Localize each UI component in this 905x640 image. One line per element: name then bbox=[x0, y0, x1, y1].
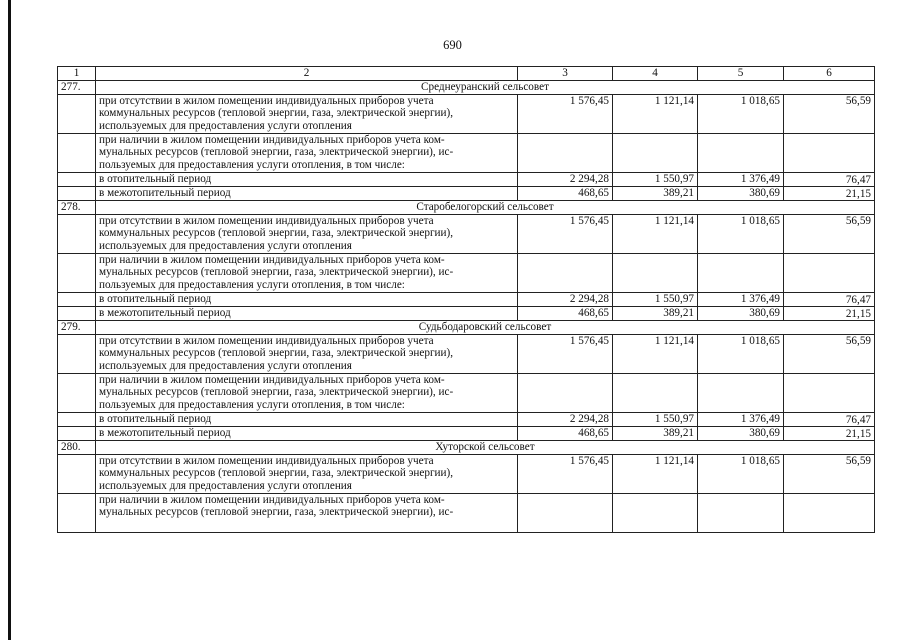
value-cell-v4: 1 121,14 bbox=[613, 215, 698, 254]
value-cell-v3 bbox=[518, 254, 613, 293]
description-line: коммунальных ресурсов (тепловой энергии, газа, электрической энергии), bbox=[99, 347, 454, 360]
description-line: мунальных ресурсов (тепловой энергии, газа, электрической энергии), ис- bbox=[99, 386, 454, 399]
header-cell: 4 bbox=[613, 67, 698, 81]
description-line: мунальных ресурсов (тепловой энергии, газа, электрической энергии), ис- bbox=[99, 506, 454, 519]
description-line: используемых для предоставления услуги отопления bbox=[99, 239, 352, 252]
number-cell bbox=[58, 413, 96, 427]
value-cell-v3: 2 294,28 bbox=[518, 293, 613, 307]
value-cell-v5: 1 018,65 bbox=[698, 95, 784, 134]
number-cell bbox=[58, 173, 96, 187]
section-name: Хуторской сельсовет bbox=[96, 441, 875, 455]
number-cell bbox=[58, 134, 96, 173]
section-row bbox=[58, 81, 875, 95]
table-row bbox=[58, 134, 875, 173]
description-line: используемых для предоставления услуги отопления bbox=[99, 119, 352, 132]
section-number: 279. bbox=[58, 321, 96, 335]
number-cell bbox=[58, 494, 96, 533]
description-cell bbox=[96, 173, 518, 187]
value-cell-v3 bbox=[518, 134, 613, 173]
description-line: в межотопительный период bbox=[99, 307, 231, 319]
value-cell-v4: 389,21 bbox=[613, 427, 698, 441]
number-cell bbox=[58, 215, 96, 254]
value-cell-v5 bbox=[698, 254, 784, 293]
description-cell bbox=[96, 134, 518, 173]
value-cell-v4: 1 121,14 bbox=[613, 95, 698, 134]
value-cell-v4 bbox=[613, 134, 698, 173]
section-row bbox=[58, 441, 875, 455]
description-line: при наличии в жилом помещении индивидуальных приборов учета ком- bbox=[99, 494, 445, 506]
value-cell-v4: 1 121,14 bbox=[613, 335, 698, 374]
description-line: пользуемых для предоставления услуги отопления, в том числе: bbox=[99, 158, 405, 171]
table-row bbox=[58, 215, 875, 254]
description-line: пользуемых для предоставления услуги отопления, в том числе: bbox=[99, 398, 405, 411]
table-row bbox=[58, 95, 875, 134]
value-cell-v3: 1 576,45 bbox=[518, 215, 613, 254]
value-cell-v6: 76,47 bbox=[784, 413, 875, 427]
description-cell bbox=[96, 374, 518, 413]
table-row bbox=[58, 335, 875, 374]
value-cell-v6: 56,59 bbox=[784, 455, 875, 494]
table-row bbox=[58, 187, 875, 201]
description-line: мунальных ресурсов (тепловой энергии, газа, электрической энергии), ис- bbox=[99, 146, 454, 159]
number-cell bbox=[58, 427, 96, 441]
tariff-table bbox=[57, 66, 875, 533]
section-number: 278. bbox=[58, 201, 96, 215]
value-cell-v5: 1 376,49 bbox=[698, 293, 784, 307]
description-line: мунальных ресурсов (тепловой энергии, газа, электрической энергии), ис- bbox=[99, 266, 454, 279]
number-cell bbox=[58, 335, 96, 374]
value-cell-v6 bbox=[784, 254, 875, 293]
table-row bbox=[58, 413, 875, 427]
description-line: при отсутствии в жилом помещении индивидуальных приборов учета bbox=[99, 215, 434, 227]
description-line: пользуемых для предоставления услуги отопления, в том числе: bbox=[99, 278, 405, 291]
value-cell-v3 bbox=[518, 494, 613, 533]
value-cell-v3 bbox=[518, 374, 613, 413]
table-row bbox=[58, 455, 875, 494]
description-cell bbox=[96, 455, 518, 494]
header-cell: 1 bbox=[58, 67, 96, 81]
description-line: в отопительный период bbox=[99, 413, 212, 425]
value-cell-v4 bbox=[613, 254, 698, 293]
value-cell-v6 bbox=[784, 494, 875, 533]
value-cell-v6 bbox=[784, 134, 875, 173]
value-cell-v5 bbox=[698, 494, 784, 533]
value-cell-v4: 389,21 bbox=[613, 187, 698, 201]
value-cell-v4: 1 550,97 bbox=[613, 173, 698, 187]
description-line: при наличии в жилом помещении индивидуальных приборов учета ком- bbox=[99, 134, 445, 146]
description-line: при отсутствии в жилом помещении индивидуальных приборов учета bbox=[99, 455, 434, 467]
value-cell-v4: 1 550,97 bbox=[613, 413, 698, 427]
description-line: в межотопительный период bbox=[99, 427, 231, 439]
description-line: в отопительный период bbox=[99, 173, 212, 185]
number-cell bbox=[58, 95, 96, 134]
table-row bbox=[58, 374, 875, 413]
table-row bbox=[58, 173, 875, 187]
description-cell bbox=[96, 215, 518, 254]
section-number: 280. bbox=[58, 441, 96, 455]
value-cell-v4 bbox=[613, 494, 698, 533]
description-cell bbox=[96, 307, 518, 321]
description-line: при наличии в жилом помещении индивидуальных приборов учета ком- bbox=[99, 374, 445, 386]
number-cell bbox=[58, 374, 96, 413]
header-cell: 5 bbox=[698, 67, 784, 81]
value-cell-v5: 380,69 bbox=[698, 187, 784, 201]
table-row bbox=[58, 307, 875, 321]
description-cell bbox=[96, 95, 518, 134]
value-cell-v5: 1 018,65 bbox=[698, 455, 784, 494]
value-cell-v5: 1 018,65 bbox=[698, 215, 784, 254]
header-cell: 6 bbox=[784, 67, 875, 81]
table-row bbox=[58, 254, 875, 293]
value-cell-v5: 1 376,49 bbox=[698, 413, 784, 427]
page-edge-bar bbox=[8, 0, 11, 640]
value-cell-v3: 1 576,45 bbox=[518, 335, 613, 374]
description-line: в межотопительный период bbox=[99, 187, 231, 199]
number-cell bbox=[58, 455, 96, 494]
table-row bbox=[58, 293, 875, 307]
value-cell-v5 bbox=[698, 134, 784, 173]
description-cell bbox=[96, 413, 518, 427]
description-cell bbox=[96, 187, 518, 201]
value-cell-v3: 2 294,28 bbox=[518, 173, 613, 187]
table-row bbox=[58, 494, 875, 533]
value-cell-v5: 1 018,65 bbox=[698, 335, 784, 374]
description-line: коммунальных ресурсов (тепловой энергии, газа, электрической энергии), bbox=[99, 467, 454, 480]
description-line: коммунальных ресурсов (тепловой энергии, газа, электрической энергии), bbox=[99, 107, 454, 120]
value-cell-v3: 468,65 bbox=[518, 307, 613, 321]
section-name: Старобелогорский сельсовет bbox=[96, 201, 875, 215]
value-cell-v6 bbox=[784, 374, 875, 413]
value-cell-v3: 468,65 bbox=[518, 187, 613, 201]
description-line: при наличии в жилом помещении индивидуальных приборов учета ком- bbox=[99, 254, 445, 266]
number-cell bbox=[58, 293, 96, 307]
description-line: коммунальных ресурсов (тепловой энергии, газа, электрической энергии), bbox=[99, 227, 454, 240]
description-cell bbox=[96, 293, 518, 307]
description-line: в отопительный период bbox=[99, 293, 212, 305]
value-cell-v6: 21,15 bbox=[784, 427, 875, 441]
header-cell: 2 bbox=[96, 67, 518, 81]
description-cell bbox=[96, 254, 518, 293]
description-cell bbox=[96, 335, 518, 374]
section-row bbox=[58, 321, 875, 335]
value-cell-v5: 380,69 bbox=[698, 307, 784, 321]
description-line: при отсутствии в жилом помещении индивидуальных приборов учета bbox=[99, 335, 434, 347]
section-name: Среднеуранский сельсовет bbox=[96, 81, 875, 95]
value-cell-v4 bbox=[613, 374, 698, 413]
value-cell-v4: 389,21 bbox=[613, 307, 698, 321]
value-cell-v5: 1 376,49 bbox=[698, 173, 784, 187]
description-cell bbox=[96, 494, 518, 533]
number-cell bbox=[58, 307, 96, 321]
value-cell-v3: 1 576,45 bbox=[518, 455, 613, 494]
description-cell bbox=[96, 427, 518, 441]
table-row bbox=[58, 427, 875, 441]
section-number: 277. bbox=[58, 81, 96, 95]
value-cell-v3: 1 576,45 bbox=[518, 95, 613, 134]
value-cell-v6: 76,47 bbox=[784, 173, 875, 187]
value-cell-v5: 380,69 bbox=[698, 427, 784, 441]
value-cell-v6: 21,15 bbox=[784, 307, 875, 321]
value-cell-v3: 468,65 bbox=[518, 427, 613, 441]
value-cell-v3: 2 294,28 bbox=[518, 413, 613, 427]
value-cell-v5 bbox=[698, 374, 784, 413]
header-cell: 3 bbox=[518, 67, 613, 81]
section-name: Судьбодаровский сельсовет bbox=[96, 321, 875, 335]
value-cell-v6: 56,59 bbox=[784, 95, 875, 134]
value-cell-v6: 56,59 bbox=[784, 215, 875, 254]
description-line: используемых для предоставления услуги отопления bbox=[99, 359, 352, 372]
page-number: 690 bbox=[443, 38, 462, 52]
description-line: используемых для предоставления услуги отопления bbox=[99, 479, 352, 492]
value-cell-v6: 56,59 bbox=[784, 335, 875, 374]
number-cell bbox=[58, 254, 96, 293]
value-cell-v4: 1 121,14 bbox=[613, 455, 698, 494]
value-cell-v6: 21,15 bbox=[784, 187, 875, 201]
value-cell-v6: 76,47 bbox=[784, 293, 875, 307]
section-row bbox=[58, 201, 875, 215]
value-cell-v4: 1 550,97 bbox=[613, 293, 698, 307]
description-line: при отсутствии в жилом помещении индивидуальных приборов учета bbox=[99, 95, 434, 107]
header-row bbox=[58, 67, 875, 81]
number-cell bbox=[58, 187, 96, 201]
